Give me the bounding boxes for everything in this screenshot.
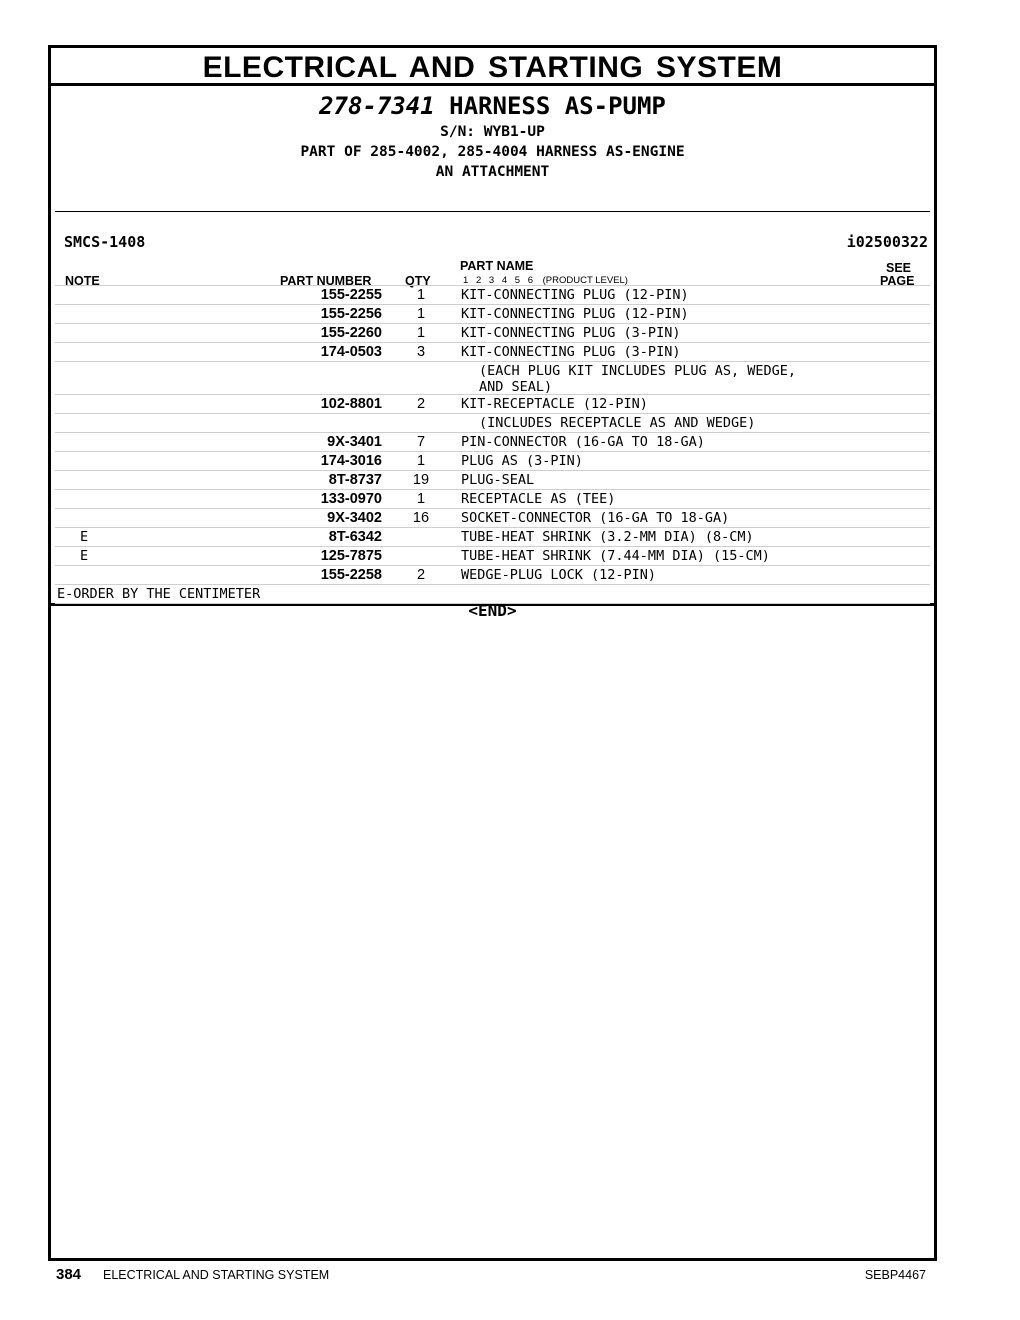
row-qty: 1	[416, 287, 426, 303]
table-row	[55, 527, 930, 546]
col-partname-header: PART NAME	[460, 259, 534, 273]
table-row	[55, 285, 930, 304]
row-qty: 1	[416, 491, 426, 507]
table-row	[55, 451, 930, 470]
level-2: 2	[475, 275, 482, 286]
footer-section: ELECTRICAL AND STARTING SYSTEM	[103, 1268, 330, 1282]
table-row	[55, 546, 930, 565]
level-3: 3	[488, 275, 495, 286]
row-part-name: KIT-CONNECTING PLUG (12-PIN)	[461, 306, 689, 322]
table-row	[55, 304, 930, 323]
table-row	[55, 413, 930, 432]
row-part-name: (INCLUDES RECEPTACLE AS AND WEDGE)	[479, 415, 756, 431]
row-part-name: KIT-CONNECTING PLUG (3-PIN)	[461, 325, 681, 341]
row-part-name: TUBE-HEAT SHRINK (3.2-MM DIA) (8-CM)	[461, 529, 754, 545]
table-row	[55, 565, 930, 584]
parts-table	[55, 285, 930, 604]
table-row	[55, 470, 930, 489]
serial-range: S/N: WYB1-UP	[440, 124, 545, 140]
row-part-name: TUBE-HEAT SHRINK (7.44-MM DIA) (15-CM)	[461, 548, 770, 564]
row-part-number: 133-0970	[320, 491, 382, 507]
row-part-number: 155-2256	[320, 306, 382, 322]
table-row	[55, 432, 930, 451]
row-part-name: PLUG-SEAL	[461, 472, 535, 488]
page-number: 384	[56, 1266, 82, 1283]
row-part-name: SOCKET-CONNECTOR (16-GA TO 18-GA)	[461, 510, 730, 526]
col-qty-header: QTY	[405, 274, 431, 288]
row-qty: 7	[416, 434, 426, 450]
end-marker: <END>	[468, 601, 517, 620]
level-4: 4	[501, 275, 508, 286]
row-part-name: (EACH PLUG KIT INCLUDES PLUG AS, WEDGE, AND SEAL)	[479, 363, 796, 395]
col-partnumber-header: PART NUMBER	[280, 274, 372, 288]
row-qty: 1	[416, 306, 426, 322]
table-row	[55, 508, 930, 527]
assembly-part-number: 278-7341	[319, 92, 435, 120]
table-row	[55, 323, 930, 342]
section-banner: ELECTRICAL AND STARTING SYSTEM	[51, 48, 934, 86]
row-part-number: 155-2258	[320, 567, 382, 583]
assembly-name: HARNESS AS-PUMP	[449, 92, 666, 120]
row-qty: 16	[412, 510, 430, 526]
product-level-label: (PRODUCT LEVEL)	[542, 275, 628, 286]
page-frame	[48, 45, 937, 1261]
row-part-name: KIT-CONNECTING PLUG (12-PIN)	[461, 287, 689, 303]
level-5: 5	[514, 275, 521, 286]
row-part-number: 9X-3401	[327, 434, 382, 450]
row-part-number: 155-2255	[320, 287, 382, 303]
footnote: E-ORDER BY THE CENTIMETER	[57, 586, 261, 602]
illustration-ref: i02500322	[846, 233, 928, 251]
col-see-header: SEE	[886, 261, 912, 275]
level-1: 1	[463, 275, 469, 286]
row-part-name: RECEPTACLE AS (TEE)	[461, 491, 616, 507]
row-qty: 19	[412, 472, 430, 488]
page-footer	[56, 1266, 926, 1286]
row-qty: 2	[416, 396, 426, 412]
row-part-number: 155-2260	[320, 325, 382, 341]
row-part-name: PLUG AS (3-PIN)	[461, 453, 583, 469]
table-row	[55, 342, 930, 361]
row-part-number: 125-7875	[320, 548, 382, 564]
row-part-name: WEDGE-PLUG LOCK (12-PIN)	[461, 567, 657, 583]
parts-list-panel	[51, 86, 934, 620]
header-divider	[55, 211, 930, 212]
row-qty: 1	[416, 325, 426, 341]
row-qty: 3	[416, 344, 426, 360]
row-note: E	[80, 548, 89, 564]
table-row	[55, 361, 930, 394]
row-part-number: 8T-8737	[328, 472, 382, 488]
row-qty: 2	[416, 567, 426, 583]
row-part-number: 174-0503	[320, 344, 382, 360]
row-part-number: 9X-3402	[327, 510, 382, 526]
row-note: E	[80, 529, 89, 545]
level-6: 6	[527, 275, 533, 286]
col-page-header: PAGE	[880, 274, 915, 288]
row-part-name: KIT-CONNECTING PLUG (3-PIN)	[461, 344, 681, 360]
table-row	[55, 489, 930, 508]
col-note-header: NOTE	[65, 274, 100, 288]
row-qty: 1	[416, 453, 426, 469]
row-part-number: 174-3016	[320, 453, 382, 469]
row-part-name: PIN-CONNECTOR (16-GA TO 18-GA)	[461, 434, 705, 450]
table-row	[55, 394, 930, 413]
row-part-number: 102-8801	[320, 396, 382, 412]
row-part-number: 8T-6342	[328, 529, 382, 545]
attachment-text: AN ATTACHMENT	[435, 164, 550, 180]
page-title	[51, 91, 934, 121]
part-of-text: PART OF 285-4002, 285-4004 HARNESS AS-ENGINE	[300, 144, 685, 160]
document-id: SEBP4467	[864, 1268, 926, 1282]
smcs-code: SMCS-1408	[64, 233, 146, 251]
row-part-name: KIT-RECEPTACLE (12-PIN)	[461, 396, 648, 412]
